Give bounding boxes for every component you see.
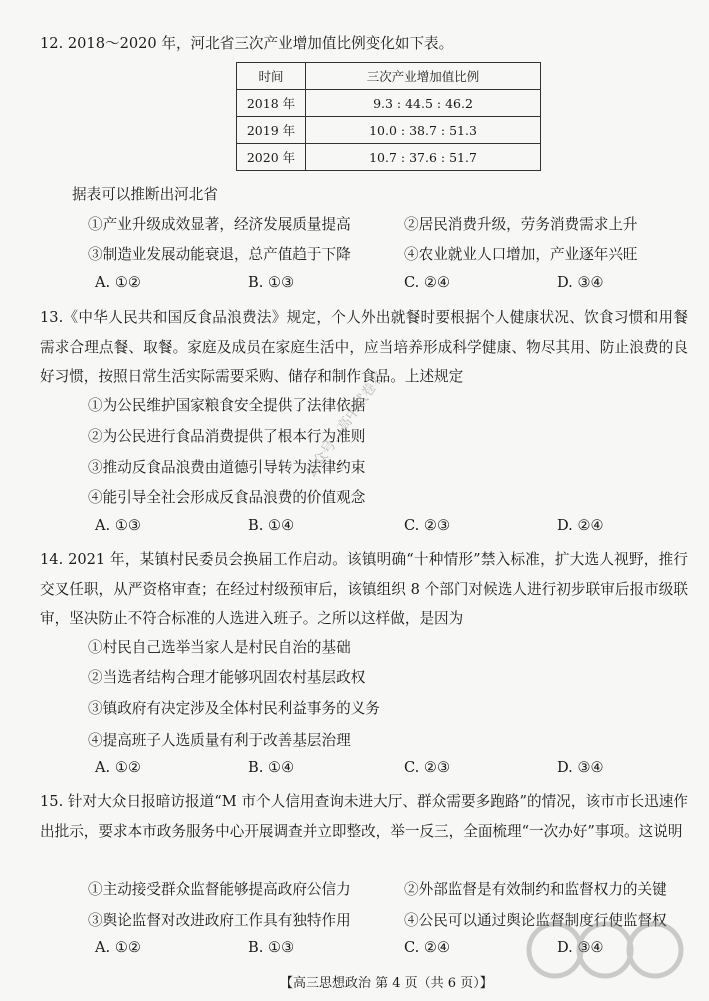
q12-item-1: ①产业升级成效显著，经济发展质量提高 — [88, 216, 351, 233]
q15-stem: 15. 针对大众日报暗访报道“M 市个人信用查询未进大厅、群众需要多跑路”的情况，该市市长迅速作出批示，要求本市政务服务中心开展调查并立即整改，举一反三，全面梳理“一次办好”事项。这说明 — [40, 793, 688, 840]
q13-choice-c[interactable]: C. ②③ — [404, 517, 451, 534]
q12-choice-a[interactable]: A. ①② — [95, 274, 141, 291]
q14-choice-d[interactable]: D. ③④ — [557, 759, 604, 776]
page-footer: 【高三思想政治 第 4 页（共 6 页）】 — [280, 976, 493, 991]
q14-item-1: ①村民自己选举当家人是村民自治的基础 — [88, 639, 351, 656]
watermark-text: 公众号：高中试卷君 — [302, 368, 388, 481]
q15-choice-c[interactable]: C. ②④ — [404, 939, 451, 956]
q13-item-2: ②为公民进行食品消费提供了根本行为准则 — [88, 428, 366, 445]
table-header-cell: 三次产业增加值比例 — [306, 63, 541, 90]
q15-choice-b[interactable]: B. ①③ — [248, 939, 295, 956]
table-header-cell: 时间 — [237, 63, 306, 90]
q15-item-3: ③舆论监督对改进政府工作具有独特作用 — [88, 912, 351, 929]
table-cell-ratio: 10.0 : 38.7 : 51.3 — [306, 117, 541, 144]
q14-choice-c[interactable]: C. ②③ — [404, 759, 451, 776]
q14-item-3: ③镇政府有决定涉及全体村民利益事务的义务 — [88, 700, 380, 717]
table-cell-ratio: 9.3 : 44.5 : 46.2 — [306, 90, 541, 117]
q14-item-2: ②当选者结构合理才能够巩固农村基层政权 — [88, 669, 366, 686]
q12-choice-d[interactable]: D. ③④ — [557, 274, 604, 291]
q12-item-2: ②居民消费升级，劳务消费需求上升 — [404, 216, 638, 233]
q12-choice-c[interactable]: C. ②④ — [404, 274, 451, 291]
watermark-logo-icon — [520, 915, 690, 985]
q13-choice-d[interactable]: D. ②④ — [557, 517, 604, 534]
q13-item-4: ④能引导全社会形成反食品浪费的价值观念 — [88, 489, 366, 506]
q12-table — [236, 62, 541, 171]
q15-item-4: ④公民可以通过舆论监督制度行使监督权 — [404, 912, 667, 929]
q12-lead: 据表可以推断出河北省 — [72, 186, 218, 203]
table-cell-year: 2019 年 — [237, 117, 306, 144]
table-row — [237, 90, 541, 117]
q12-stem: 12. 2018～2020 年，河北省三次产业增加值比例变化如下表。 — [40, 35, 454, 52]
q15-choice-a[interactable]: A. ①② — [95, 939, 141, 956]
q13-choice-b[interactable]: B. ①④ — [248, 517, 295, 534]
q12-item-3: ③制造业发展动能衰退，总产值趋于下降 — [88, 246, 351, 263]
q14-choice-b[interactable]: B. ①④ — [248, 759, 295, 776]
q13-choice-a[interactable]: A. ①③ — [95, 517, 141, 534]
q13-item-3: ③推动反食品浪费由道德引导转为法律约束 — [88, 459, 366, 476]
q15-item-2: ②外部监督是有效制约和监督权力的关键 — [404, 881, 667, 898]
table-cell-year: 2018 年 — [237, 90, 306, 117]
q12-choice-b[interactable]: B. ①③ — [248, 274, 295, 291]
table-header-row — [237, 63, 541, 90]
q14-stem: 14. 2021 年，某镇村民委员会换届工作启动。该镇明确“十种情形”禁入标准，扩大选人视野，推行交叉任职，从严资格审查；在经过村级预审后，该镇组织 8 个部门对候选人进行初步联审后报市级联审，坚决防止不符合标准的人选进入班子。之所以这样做，是因为 — [40, 551, 688, 627]
table-cell-ratio: 10.7 : 37.6 : 51.7 — [306, 144, 541, 171]
table-cell-year: 2020 年 — [237, 144, 306, 171]
q13-stem: 13.《中华人民共和国反食品浪费法》规定，个人外出就餐时要根据个人健康状况、饮食习惯和用餐需求合理点餐、取餐。家庭及成员在家庭生活中，应当培养形成科学健康、物尽其用、防止浪费的良好习惯，按照日常生活实际需要采购、储存和制作食品。上述规定 — [40, 309, 688, 385]
q12-item-4: ④农业就业人口增加，产业逐年兴旺 — [404, 246, 638, 263]
q14-item-4: ④提高班子人选质量有利于改善基层治理 — [88, 732, 351, 749]
table-row — [237, 117, 541, 144]
q14-choice-a[interactable]: A. ①② — [95, 759, 141, 776]
q15-item-1: ①主动接受群众监督能够提高政府公信力 — [88, 881, 351, 898]
q13-item-1: ①为公民维护国家粮食安全提供了法律依据 — [88, 397, 366, 414]
q15-choice-d[interactable]: D. ③④ — [557, 939, 604, 956]
table-row — [237, 144, 541, 171]
